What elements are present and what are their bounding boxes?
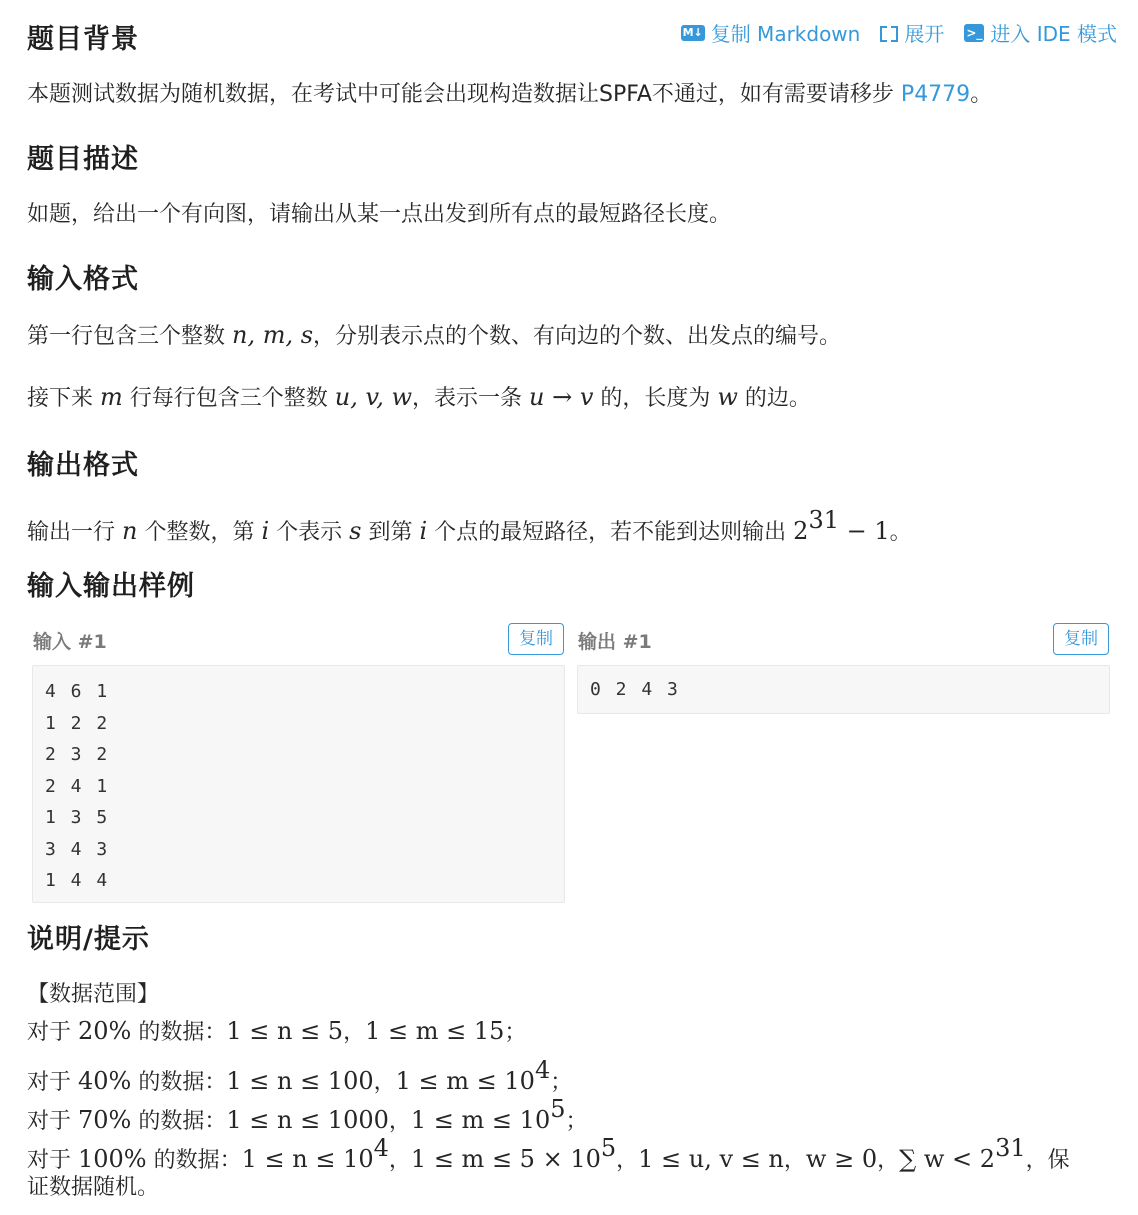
sample-output-label: 输出 #1 — [578, 631, 652, 653]
samples-title: 输入输出样例 — [27, 571, 195, 602]
background-title: 题目背景 — [27, 24, 139, 55]
sample-input-box[interactable] — [32, 665, 565, 903]
sample-input-label: 输入 #1 — [33, 631, 107, 653]
range-line-40: 对于 40% 的数据：1 ≤ n ≤ 100，$1 \le m \le 10^4$； — [27, 1056, 573, 1095]
problem-link[interactable]: P4779 — [900, 82, 971, 107]
problem-toolbar — [681, 18, 1117, 47]
expand-label: 展开 — [904, 22, 945, 46]
markdown-icon: M↓ — [682, 25, 703, 39]
input-format-line2: 接下来 m 行每行包含三个整数 u, v, w，表示一条 u → v 的，长度为 w 的边。 — [27, 383, 811, 411]
terminal-icon: >_ — [966, 25, 983, 40]
input-format-line1: 第一行包含三个整数 n, m, s，分别表示点的个数、有向边的个数、出发点的编号。 — [27, 321, 842, 349]
output-format-text: 输出一行 n 个整数，第 i 个表示 s 到第 i 个点的最短路径，若不能到达则输出 $2^{31} - 1$。 — [27, 506, 912, 545]
background-text: 本题测试数据为随机数据，在考试中可能会出现构造数据让SPFA不通过，如有需要请移步 P4779。 — [27, 82, 993, 107]
copy-markdown-label: 复制 Markdown — [710, 22, 861, 46]
input-format-title: 输入格式 — [27, 264, 139, 295]
copy-markdown-button[interactable] — [681, 18, 861, 47]
code-line: 0 2 4 3 — [590, 679, 680, 700]
range-line-100: 对于 100% 的数据：$1 \le n \le 10^4$，$1 \le m \le 5 \times 10^5$，1 ≤ u, v ≤ n，w ≥ 0，∑ $w < 2^{31}$，保 — [27, 1134, 1070, 1173]
ide-mode-button[interactable] — [964, 18, 1117, 47]
description-text: 如题，给出一个有向图，请输出从某一点出发到所有点的最短路径长度。 — [27, 202, 732, 227]
code-line: 1 3 5 — [45, 807, 110, 828]
range-line-20: 对于 20% 的数据：1 ≤ n ≤ 5，1 ≤ m ≤ 15； — [27, 1017, 527, 1045]
code-line: 2 4 1 — [45, 775, 110, 797]
code-line: 4 6 1 — [45, 681, 110, 702]
code-line: 3 4 3 — [45, 838, 110, 860]
ide-mode-label: 进入 IDE 模式 — [990, 22, 1117, 46]
code-line: 2 3 2 — [45, 744, 110, 765]
expand-button[interactable] — [880, 18, 944, 47]
copy-input-button[interactable]: 复制 — [508, 623, 564, 655]
range-title: 【数据范围】 — [27, 982, 160, 1007]
sample-output-box[interactable] — [577, 665, 1110, 714]
range-line-100-cont: 证数据随机。 — [27, 1175, 160, 1200]
expand-icon — [880, 25, 898, 41]
code-line: 1 2 2 — [45, 712, 110, 734]
description-title: 题目描述 — [27, 144, 139, 175]
code-line: 1 4 4 — [45, 870, 110, 891]
copy-output-button[interactable]: 复制 — [1053, 623, 1109, 655]
output-format-title: 输出格式 — [27, 450, 139, 481]
hint-title: 说明/提示 — [27, 924, 150, 955]
range-line-70: 对于 70% 的数据：1 ≤ n ≤ 1000，$1 \le m \le 10^5$； — [27, 1095, 588, 1134]
